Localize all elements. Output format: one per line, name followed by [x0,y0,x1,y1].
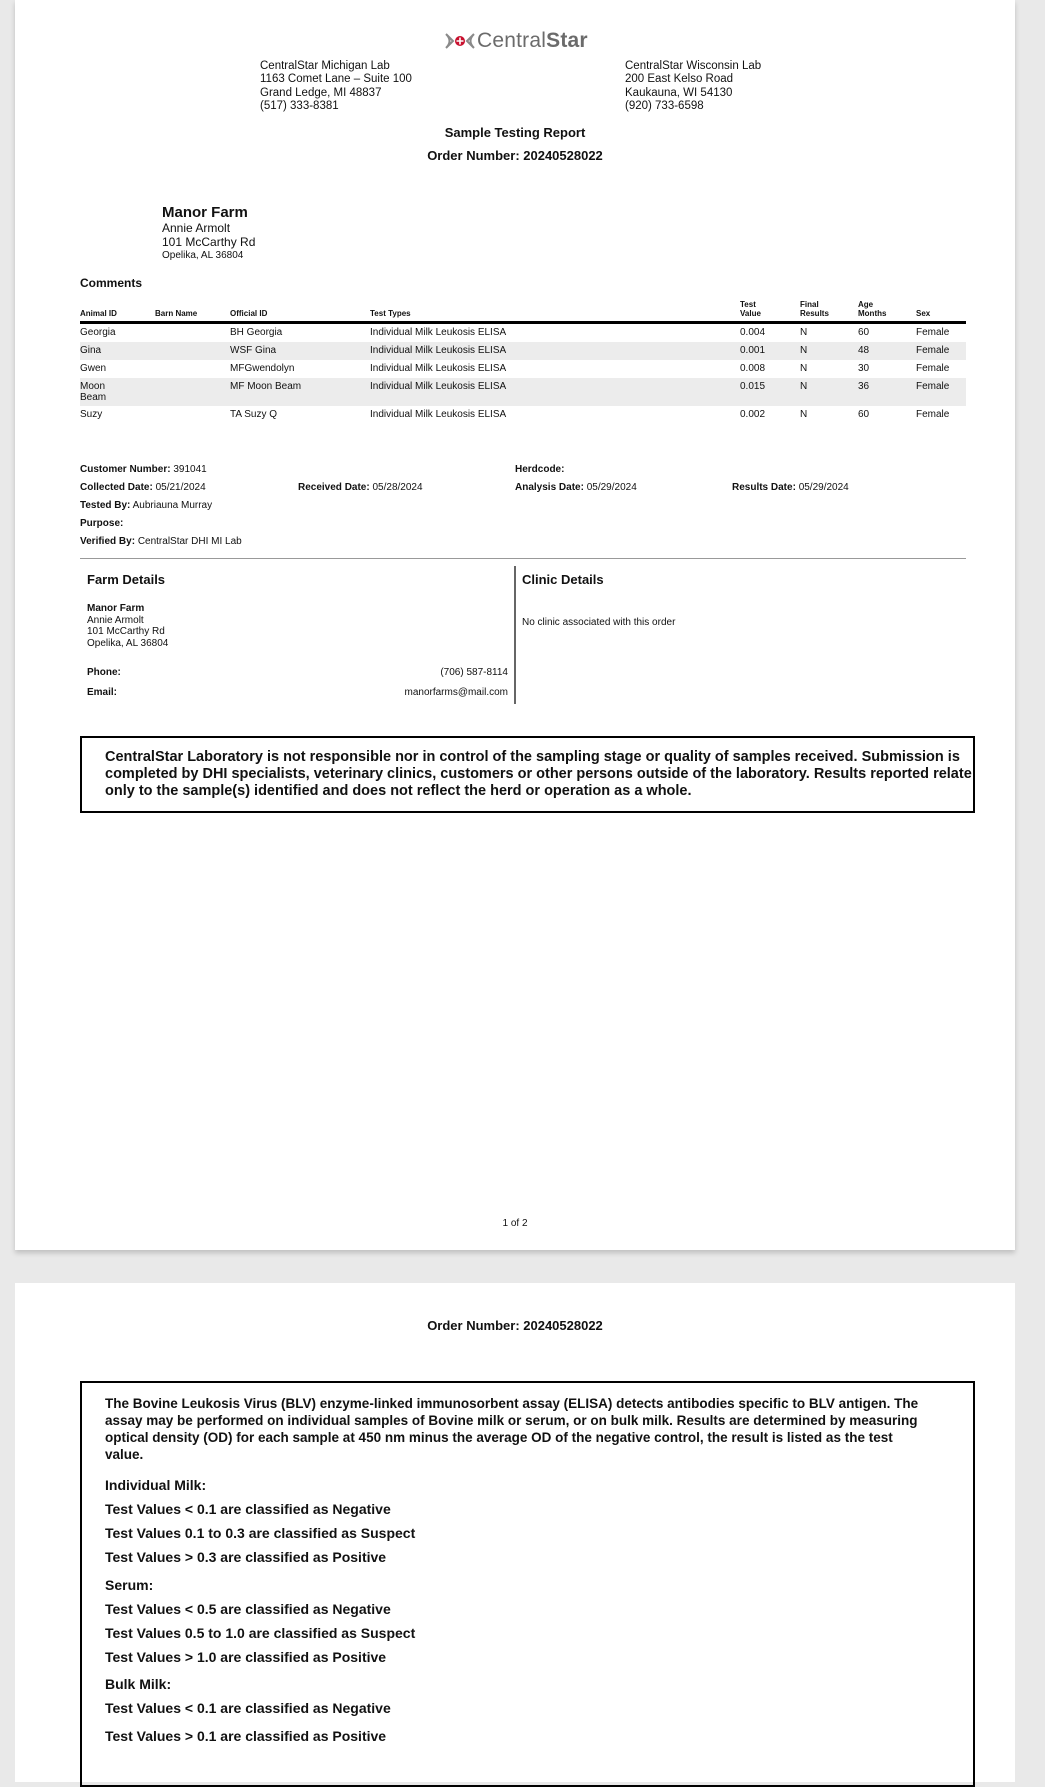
cell-test-value: 0.008 [740,363,766,374]
logo-text-light: Central [477,29,547,52]
cell-age: 36 [858,378,916,406]
tested-by-value: Aubriauna Murray [132,500,213,511]
verified-by-label: Verified By: [80,536,136,547]
cell-sex: Female [916,363,950,374]
cell-barn-name [155,360,230,378]
results-table [80,300,966,424]
analysis-date-label: Analysis Date: [515,482,584,493]
cell-animal-id: Suzy [80,409,103,420]
verified-by-value: CentralStar DHI MI Lab [137,536,242,547]
results-date-value: 05/29/2024 [798,482,849,493]
address-line: (517) 333-8381 [260,99,339,112]
cell-barn-name [155,342,230,360]
header-sex: Sex [916,300,966,323]
collected-date-label: Collected Date: [80,482,153,493]
farm-details-city: Opelika, AL 36804 [87,637,169,649]
divider [80,558,966,559]
customer-number-value: 391041 [173,464,207,475]
cell-animal-id: Gina [80,342,155,360]
cell-animal-id: Gwen [80,363,107,374]
cell-age: 60 [858,409,870,420]
report-page-1 [15,0,1015,1250]
received-date-label: Received Date: [298,482,370,493]
collected-date-value: 05/21/2024 [155,482,206,493]
cell-test-type: Individual Milk Leukosis ELISA [370,342,740,360]
cell-test-value: 0.015 [740,378,800,406]
order-number: Order Number: 20240528022 [427,148,603,163]
cell-official-id: BH Georgia [230,327,283,338]
received-date [298,482,423,493]
collected-date [80,482,206,493]
cell-official-id: MFGwendolyn [230,363,295,374]
cell-age: 30 [858,363,870,374]
centralstar-logo [445,28,588,54]
email-value: manorfarms@mail.com [404,687,508,698]
tested-by-label: Tested By: [80,500,131,511]
table-row [80,360,966,378]
individual-suspect: Test Values 0.1 to 0.3 are classified as Suspect [105,1525,416,1541]
details-divider [514,566,516,704]
bulk-negative: Test Values < 0.1 are classified as Negative [105,1700,391,1716]
cell-test-type: Individual Milk Leukosis ELISA [370,363,507,374]
header-test-value: Test Value [740,300,800,323]
cell-barn-name [155,323,230,343]
clinic-details-text: No clinic associated with this order [522,617,676,628]
elisa-intro: The Bovine Leukosis Virus (BLV) enzyme-linked immunosorbent assay (ELISA) detects antibodies specific to BLV antigen. The assay may be performed on individual samples of Bovine milk or serum, or on bulk milk. Results are determined by measuring optical density (OD) for each sample at 450 nm minus the average OD of the negative control, the result is listed as the test value. [105,1396,919,1462]
cell-sex: Female [916,378,966,406]
serum-suspect: Test Values 0.5 to 1.0 are classified as Suspect [105,1625,416,1641]
cell-sex: Female [916,342,966,360]
wisconsin-lab-address [625,60,761,113]
cell-final-result: N [800,363,808,374]
cell-final-result: N [800,409,808,420]
order-number-page2: Order Number: 20240528022 [427,1318,603,1333]
bulk-milk-heading: Bulk Milk: [105,1676,172,1692]
email-label: Email: [87,687,118,698]
logo-text-bold: Star [546,29,588,52]
cell-animal-id: Georgia [80,327,116,338]
header-final-results: Final Results [800,300,858,323]
farm-details-title: Farm Details [87,572,166,587]
cell-test-type: Individual Milk Leukosis ELISA [370,409,507,420]
phone-value: (706) 587-8114 [440,667,508,678]
cell-test-type: Individual Milk Leukosis ELISA [370,327,507,338]
individual-milk-heading: Individual Milk: [105,1477,207,1493]
table-row [80,323,966,343]
report-page-2 [15,1283,1015,1782]
cell-test-value: 0.002 [740,409,766,420]
report-title: Sample Testing Report [444,125,586,140]
cell-sex: Female [916,327,950,338]
verified-by [80,536,242,547]
customer-number-label: Customer Number: [80,464,171,475]
elisa-info-box [80,1381,975,1787]
page-number: 1 of 2 [502,1218,528,1229]
cell-final-result: N [800,342,858,360]
table-row [80,378,966,406]
results-date-label: Results Date: [732,482,796,493]
cell-age: 48 [858,342,916,360]
analysis-date-value: 05/29/2024 [586,482,637,493]
cell-final-result: N [800,378,858,406]
customer-number [80,464,207,475]
cell-barn-name [155,406,230,424]
cell-sex: Female [916,409,950,420]
michigan-lab-address [260,60,412,113]
farm-details-contact: Annie Armolt [87,614,144,626]
address-line: CentralStar Michigan Lab [260,60,390,72]
cell-official-id: TA Suzy Q [230,409,278,420]
farm-street: 101 McCarthy Rd [162,235,256,249]
farm-details-name: Manor Farm [87,603,145,614]
disclaimer-box: CentralStar Laboratory is not responsible nor in control of the sampling stage or quality of samples received. Submission is completed by DHI specialists, veterinary clinics, customers or other persons outside of the laboratory. Results reported relate only to the sample(s) identified and does not reflect the herd or operation as a whole. [80,736,975,813]
analysis-date [515,482,637,493]
table-row [80,342,966,360]
header-animal-id: Animal ID [80,300,155,323]
herdcode-label: Herdcode: [515,464,565,475]
serum-heading: Serum: [105,1577,154,1593]
cell-test-type: Individual Milk Leukosis ELISA [370,378,740,406]
clinic-details-title: Clinic Details [522,572,604,587]
cell-official-id: MF Moon Beam [230,378,370,406]
cell-test-value: 0.004 [740,327,766,338]
bulk-positive: Test Values > 0.1 are classified as Positive [105,1728,387,1744]
address-line: Grand Ledge, MI 48837 [260,86,382,99]
address-line: 1163 Comet Lane – Suite 100 [260,73,412,86]
header-barn-name: Barn Name [155,300,230,323]
purpose-label: Purpose: [80,518,124,529]
tested-by [80,500,212,511]
comments-label: Comments [80,276,143,290]
cell-animal-id: Moon Beam [80,378,155,406]
farm-name: Manor Farm [162,204,248,221]
address-line: Kaukauna, WI 54130 [625,86,733,99]
farm-address-block [162,204,255,263]
farm-details-address [87,603,168,649]
cell-final-result: N [800,327,808,338]
table-row [80,406,966,424]
cell-official-id: WSF Gina [230,342,370,360]
farm-details-street: 101 McCarthy Rd [87,626,165,637]
address-line: CentralStar Wisconsin Lab [625,60,762,72]
purpose [80,518,123,529]
individual-positive: Test Values > 0.3 are classified as Positive [105,1549,387,1565]
cell-age: 60 [858,327,870,338]
farm-contact: Annie Armolt [162,221,231,235]
results-date [732,482,849,493]
header-official-id: Official ID [230,300,370,323]
header-test-types: Test Types [370,300,740,323]
header-age-months: Age Months [858,300,916,323]
serum-negative: Test Values < 0.5 are classified as Negative [105,1601,391,1617]
table-header-row [80,300,966,323]
phone-label: Phone: [87,667,121,678]
dna-icon [445,32,475,50]
cell-test-value: 0.001 [740,342,800,360]
farm-city: Opelika, AL 36804 [162,250,244,261]
herdcode [515,464,564,475]
cell-barn-name [155,378,230,406]
received-date-value: 05/28/2024 [372,482,423,493]
serum-positive: Test Values > 1.0 are classified as Positive [105,1649,387,1665]
address-line: (920) 733-6598 [625,99,704,112]
individual-negative: Test Values < 0.1 are classified as Negative [105,1501,391,1517]
address-line: 200 East Kelso Road [625,73,734,86]
